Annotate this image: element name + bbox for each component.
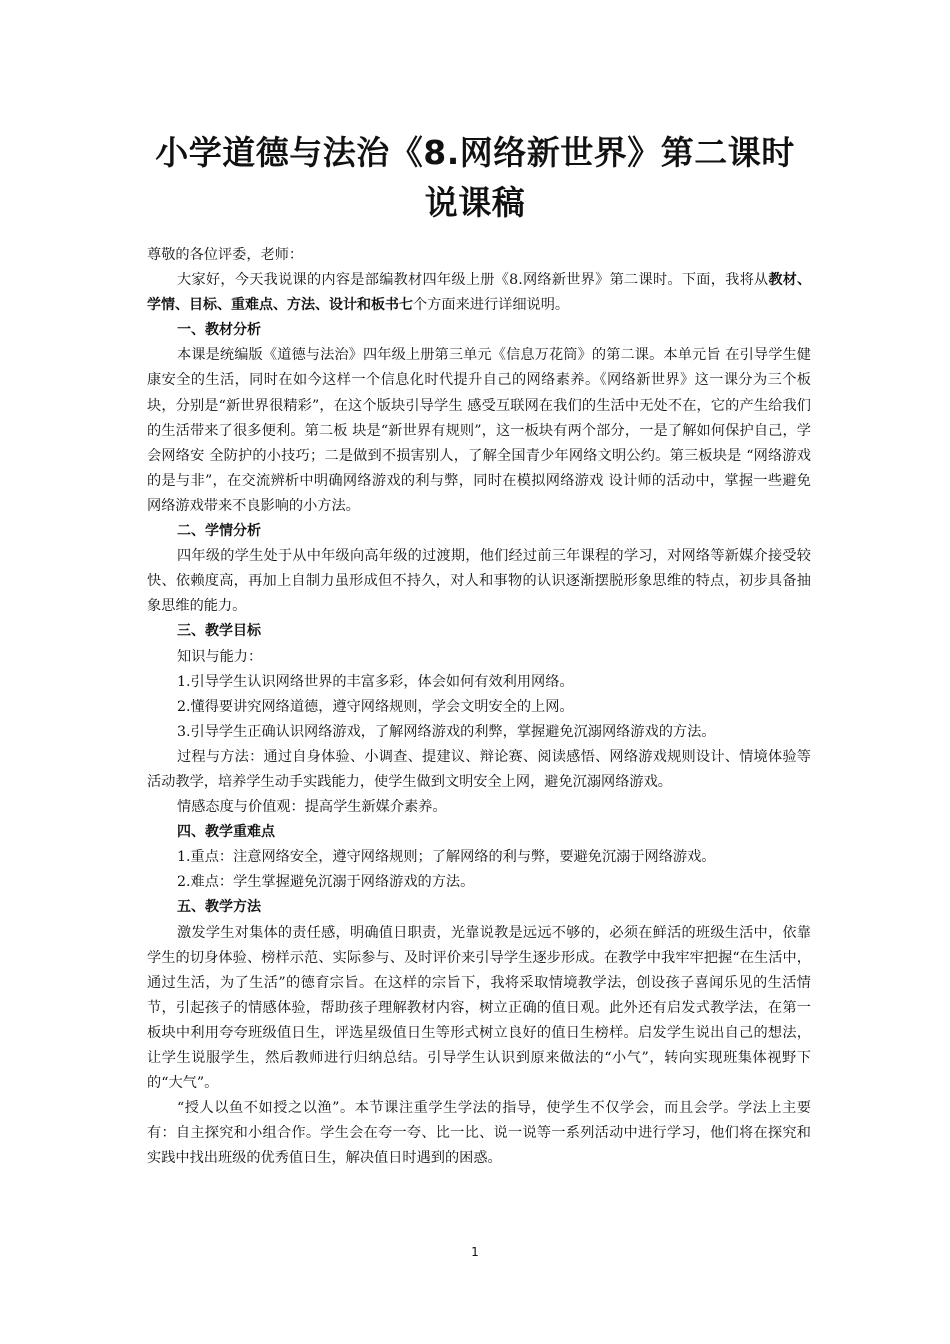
objectives-item-1: 1.引导学生认识网络世界的丰富多彩，体会如何有效利用网络。 (177, 673, 574, 690)
objectives-item-2: 2.懂得要讲究网络道德，遵守网络规则，学会文明安全的上网。 (177, 698, 574, 715)
objectives-item-3: 3.引导学生正确认识网络游戏，了解网络游戏的利弊，掌握避免沉溺网络游戏的方法。 (177, 723, 716, 740)
section-heading-objectives: 三、教学目标 (177, 623, 261, 640)
document-body (147, 243, 811, 1171)
section-students-paragraph: 四年级的学生处于从中年级向高年级的过渡期，他们经过前三年课程的学习，对网络等新媒介接受较快、依赖度高，再加上自制力虽形成但不持久，对人和事物的认识逐渐摆脱形象思维的特点，初步具备抽象思维的能力。 (147, 548, 811, 615)
section-heading-students: 二、学情分析 (177, 523, 261, 540)
objectives-emotion: 情感态度与价值观：提高学生新媒介素养。 (177, 799, 447, 816)
methods-paragraph-2: “授人以鱼不如授之以渔”。本节课注重学生学法的指导，使学生不仅学会，而且会学。学法上主要有：自主探究和小组合作。学生会在夸一夸、比一比、说一说等一系列活动中进行学习，他们将在探究和实践中找出班级的优秀值日生，解决值日时遇到的困惑。 (147, 1100, 811, 1167)
section-heading-key-points: 四、教学重难点 (177, 824, 275, 841)
section-textbook-paragraph: 本课是统编版《道德与法治》四年级上册第三单元《信息万花筒》的第二课。本单元旨 在引导学生健康安全的生活，同时在如今这样一个信息化时代提升自己的网络素养。《网络新世界》这一课分为三个板块，分别是“新世界很精彩”，在这个版块引导学生 感受互联网在我们的生活中无处不在，它的产生给我们的生活带来了很多便利。第二板 块是“新世界有规则”，这一板块有两个部分，一是了解如何保护自己，学会网络安 全防护的小技巧；二是做到不损害别人，了解全国青少年网络文明公约。第三板块是 “网络游戏的是与非”，在交流辨析中明确网络游戏的利与弊，同时在模拟网络游戏 设计师的活动中，掌握一些避免网络游戏带来不良影响的小方法。 (147, 347, 811, 514)
section-heading-methods: 五、教学方法 (177, 899, 261, 916)
section-heading-textbook: 一、教材分析 (177, 322, 261, 339)
title-line-2: 说课稿 (424, 183, 526, 222)
methods-paragraph-1: 激发学生对集体的责任感，明确值日职责，光靠说教是远远不够的，必须在鲜活的班级生活中，依靠学生的切身体验、榜样示范、实际参与、及时评价来引导学生逐步形成。在教学中我牢牢把握“在生活中，通过生活，为了生活”的德育宗旨。在这样的宗旨下，我将采取情境教学法，创设孩子喜闻乐见的生活情节，引起孩子的情感体验，帮助孩子理解教材内容，树立正确的值日观。此外还有启发式教学法，在第一板块中利用夸夸班级值日生，评选星级值日生等形式树立良好的值日生榜样。启发学生说出自己的想法，让学生说服学生，然后教师进行归纳总结。引导学生认识到原来做法的“小气”，转向实现班集体视野下的“大气”。 (147, 924, 811, 1092)
greeting: 尊敬的各位评委，老师： (147, 247, 304, 263)
intro-text-a: 大家好，今天我说课的内容是部编教材四年级上册《8.网络新世界》第二课时。下面，我将从 (177, 272, 769, 289)
objectives-subheading: 知识与能力： (177, 648, 263, 665)
intro-paragraph (147, 268, 811, 318)
page-number: 1 (471, 1245, 479, 1259)
intro-text-b: 个方面来进行详细说明。 (413, 297, 570, 314)
key-points-item-1: 1.重点：注意网络安全，遵守网络规则；了解网络的利与弊，要避免沉溺于网络游戏。 (177, 849, 716, 866)
key-points-item-2: 2.难点：学生掌握避免沉溺于网络游戏的方法。 (177, 874, 475, 891)
objectives-process: 过程与方法：通过自身体验、小调查、提建议、辩论赛、阅读感悟、网络游戏规则设计、情境体验等活动教学，培养学生动手实践能力，使学生做到文明安全上网，避免沉溺网络游戏。 (147, 748, 811, 790)
title-line-1: 小学道德与法治《8.网络新世界》第二课时 (155, 133, 795, 172)
intro-bold-text: 教材、学情、目标、重难点、方法、设计和板书七 (147, 272, 811, 314)
document-title (0, 128, 950, 228)
